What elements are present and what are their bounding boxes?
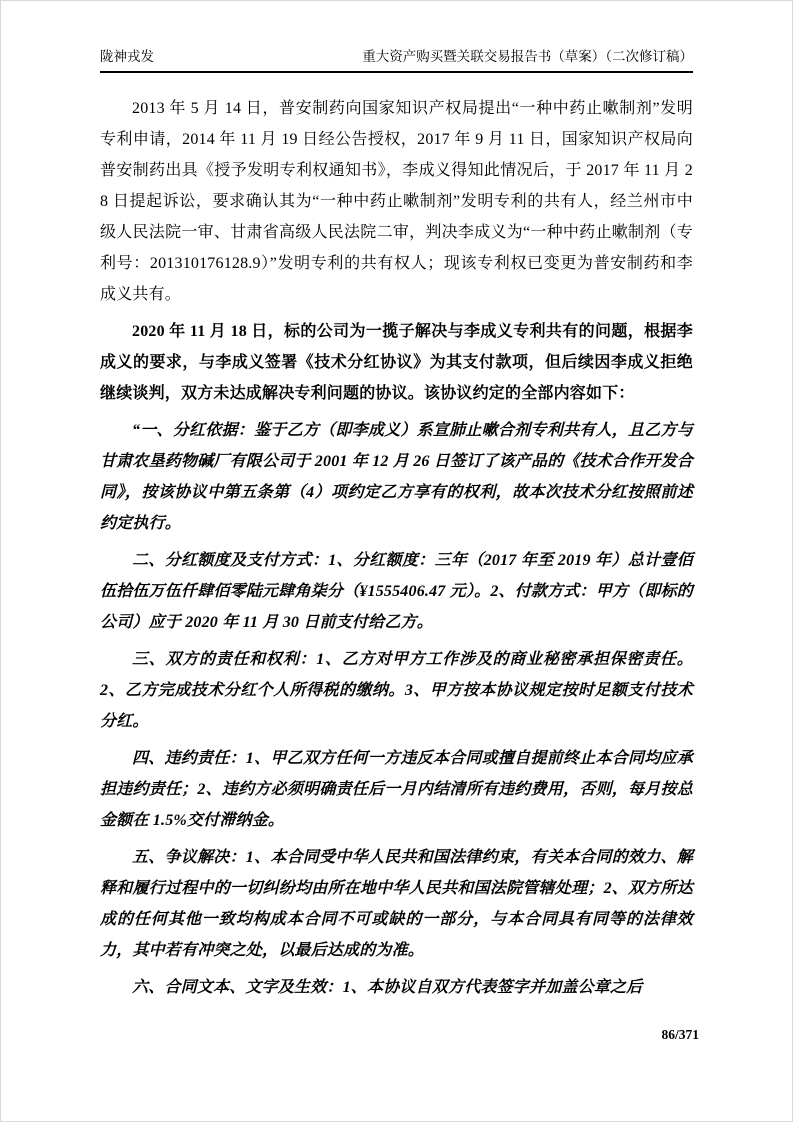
page-number: 86/371 xyxy=(661,1027,699,1042)
header-document-title: 重大资产购买暨关联交易报告书（草案）（二次修订稿） xyxy=(362,49,693,64)
paragraph-clause-4-breach-liability: 四、违约责任：1、甲乙双方任何一方违反本合同或擅自提前终止本合同均应承担违约责任；2、违约方必须明确责任后一月内结清所有违约费用，否则，每月按总金额在 1.5%交付滞纳金。 xyxy=(100,750,693,829)
paragraph-clause-2-dividend-amount: 二、分红额度及支付方式：1、分红额度：三年（2017 年至 2019 年）总计壹佰伍拾伍万伍仟肆佰零陆元肆角柒分（¥1555406.47 元）。2、付款方式：甲方（即标的公司）应于 2020 年 11 月 30 日前支付给乙方。 xyxy=(100,552,693,631)
document-body xyxy=(100,93,693,1009)
paragraph-clause-1-dividend-basis: “一、分红依据：鉴于乙方（即李成义）系宣肺止嗽合剂专利共有人，且乙方与甘肃农垦药物碱厂有限公司于 2001 年 12 月 26 日签订了该产品的《技术合作开发合同》，按该协议中第五条第（4）项约定乙方享有的权利，故本次技术分红按照前述约定执行。 xyxy=(100,422,694,532)
paragraph-clause-6-contract-effectiveness: 六、合同文本、文字及生效：1、本协议自双方代表签字并加盖公章之后 xyxy=(132,979,643,996)
header-company-name: 陇神戎发 xyxy=(100,49,154,64)
paragraph-agreement-background: 2020 年 11 月 18 日，标的公司为一揽子解决与李成义专利共有的问题，根据李成义的要求，与李成义签署《技术分红协议》为其支付款项，但后续因李成义拒绝继续谈判，双方未达成解决专利问题的协议。该协议约定的全部内容如下： xyxy=(100,323,693,402)
page-header xyxy=(100,47,693,73)
paragraph-patent-history: 2013 年 5 月 14 日，普安制药向国家知识产权局提出“一种中药止嗽制剂”发明专利申请，2014 年 11 月 19 日经公告授权，2017 年 9 月 11 日，国家知识产权局向普安制药出具《授予发明专利权通知书》，李成义得知此情况后，于 2017 年 11 月 28 日提起诉讼，要求确认其为“一种中药止嗽制剂”发明专利的共有人，经兰州市中级人民法院一审、甘肃省高级人民法院二审，判决李成义为“一种中药止嗽制剂（专利号：201310176128.9）”发明专利的共有权人；现该专利权已变更为普安制药和李成义共有。 xyxy=(100,100,693,303)
paragraph-clause-5-dispute-resolution: 五、争议解决：1、本合同受中华人民共和国法律约束，有关本合同的效力、解释和履行过程中的一切纠纷均由所在地中华人民共和国法院管辖处理；2、双方所达成的任何其他一致均构成本合同不可或缺的一部分，与本合同具有同等的法律效力，其中若有冲突之处，以最后达成的为准。 xyxy=(100,849,693,959)
paragraph-clause-3-responsibilities: 三、双方的责任和权利：1、乙方对甲方工作涉及的商业秘密承担保密责任。2、乙方完成技术分红个人所得税的缴纳。3、甲方按本协议规定按时足额支付技术分红。 xyxy=(100,651,693,730)
